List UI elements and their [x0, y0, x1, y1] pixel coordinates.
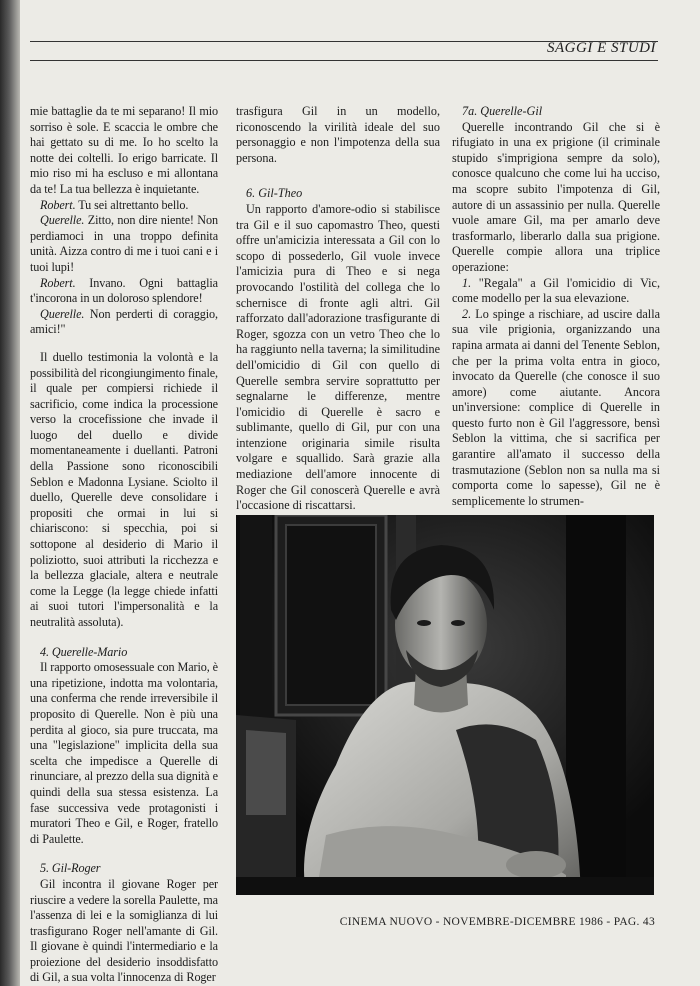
list-item — [452, 307, 660, 510]
speaker-name: Robert. — [40, 275, 76, 290]
list-text: Lo spinge a rischiare, ad uscire dalla sua vile prigionia, organizzando una rapina armata ai danni del Tenente Seblon, che per la prima volta entra in gioco, invocato da Querelle (che conosce il suo amore) come aiutante. Ancora un'inversione: complice di Querelle in questo furto non è Gil l'aggressore, bensì Seblon la vittima, che si sacrifica per garantire all'amato il successo della trasmutazione (Seblon non sa nulla ma si comporta come lo sapesse), Gil ne è semplicemente lo strumen- — [452, 306, 660, 508]
section-heading: 4. Querelle-Mario — [40, 644, 128, 659]
section-heading: 5. Gil-Roger — [40, 861, 101, 876]
speaker-name: Querelle. — [40, 306, 85, 321]
book-spine-shadow — [0, 0, 20, 986]
list-number: 1. — [462, 275, 472, 290]
paragraph: Il duello testimonia la volontà e la possibilità del ricongiungimento finale, il quale per compiersi richiede il sacrificio, come indica la processione verso la crocefissione che invade il luogo del duello e divide momentaneamente i duellanti. Patroni della Passione sono riconoscibili Seblon e Madonna Lysiane. Sciolto il duello, Querelle deve consolidare i propositi che ormai in lui si chiariscono: si specchia, poi si sottopone al desiderio di Mario il poliziotto, suoi attributi la ricchezza e la bellezza glaciale, altera e neutrale come la Legge (la legge chiede infatti ai suoi tutori l'impersonalità e la neutralità assoluta). — [30, 349, 218, 629]
dialogue-line — [30, 276, 218, 307]
dialogue-text: Zitto, non dire niente! Non perdiamoci in una troppo definita unità. Aizza contro di me i tuoi cani e i tuoi lupi! — [30, 213, 218, 274]
dialogue-text: Non perderti di coraggio, amici!" — [30, 306, 218, 337]
paragraph: trasfigura Gil in un modello, riconoscendo la virilità ideale del suo personaggio e non l'impotenza della sua persona. — [236, 104, 440, 165]
dialogue-line — [30, 307, 218, 338]
page-footer: CINEMA NUOVO - NOVEMBRE-DICEMBRE 1986 - PAG. 43 — [339, 916, 655, 928]
speaker-name: Querelle. — [40, 213, 85, 228]
column-middle — [236, 104, 440, 514]
paragraph: mie battaglie da te mi separano! Il mio sorriso è sole. E scaccia le ombre che hai gettato su di me. Io ho scelto la notte dei coltelli. Io erigo barricate. Il mio riso mi ha escluso e mi allontana da te! La tua bellezza è inquietante. — [30, 104, 218, 196]
dialogue-line — [30, 213, 218, 275]
list-item — [452, 276, 660, 307]
section-header: SAGGI E STUDI — [547, 40, 656, 56]
dialogue-text: Tu sei altrettanto bello. — [75, 197, 189, 212]
speaker-name: Robert. — [40, 197, 76, 212]
header-rule — [30, 60, 658, 61]
paragraph: Querelle incontrando Gil che si è rifugiato in una ex prigione (il criminale stupido s'imprigiona sempre da solo), conosce qualcuno che come lui ha ucciso, ma scopre subito l'impotenza di Gil, autore di un assassinio per nulla. Querelle vuole amare Gil, ma per amarlo deve trasformarlo, liberarlo dalla sua prigione. Querelle compie allora una triplice operazione: — [452, 119, 660, 274]
column-left — [30, 104, 218, 986]
dialogue-line — [30, 198, 218, 214]
paragraph: Un rapporto d'amore-odio si stabilisce tra Gil e il suo capomastro Theo, questi offre un'amicizia interessata a Gil con lo scopo di possederlo, Gil vuole invece l'amicizia pura di Theo e si nega provocando l'ostilità del collega che lo schernisce di fronte agli altri. Gil rafforzato dall'adorazione trasfigurante di Roger, sgozza con un vetro Theo che lo ha raggiunto nella taverna; la similitudine dell'omicidio di Gil con quello di Querelle sembra servire soprattutto per segnalarne le differenze, mentre l'omicidio di Querelle è sacro e sublimante, quello di Gil, pur con una intenzione originaria simile risulta volgare e squallido. Sarà grazie alla mediazione dell'amore innocente di Roger che Gil conoscerà Querelle e avrà l'occasione di riscattarsi. — [236, 201, 440, 513]
film-still-photo — [236, 515, 654, 895]
paragraph: Il rapporto omosessuale con Mario, è una ripetizione, indotta ma volontaria, una conferma che rende irreversibile il proposito di Querelle. Non è più una perdita al gioco, sia pure truccata, ma una "legislazione" implicita della sua scelta che impedisce a Querelle di rinunciare, al prezzo della sua dignità e quindi della sua stessa esistenza. La fase successiva vede protagonisti i muratori Theo e Gil, e Roger, fratello di Paulette. — [30, 660, 218, 846]
dialogue-text: Invano. Ogni battaglia t'incorona in un doloroso splendore! — [30, 275, 218, 306]
paragraph: Gil incontra il giovane Roger per riuscire a vedere la sorella Paulette, ma l'assenza di lei e la somiglianza di lui trasfigurano Roger nell'amante di Gil. Il giovane è quindi l'intermediario e la proiezione del desiderio insoddisfatto di Gil, a sua volta l'innocenza di Roger — [30, 876, 218, 985]
section-heading: 7a. Querelle-Gil — [462, 104, 543, 118]
list-number: 2. — [462, 306, 472, 321]
list-text: "Regala" a Gil l'omicidio di Vic, come modello per la sua elevazione. — [452, 275, 660, 306]
section-heading: 6. Gil-Theo — [246, 186, 303, 201]
column-right — [452, 104, 660, 509]
